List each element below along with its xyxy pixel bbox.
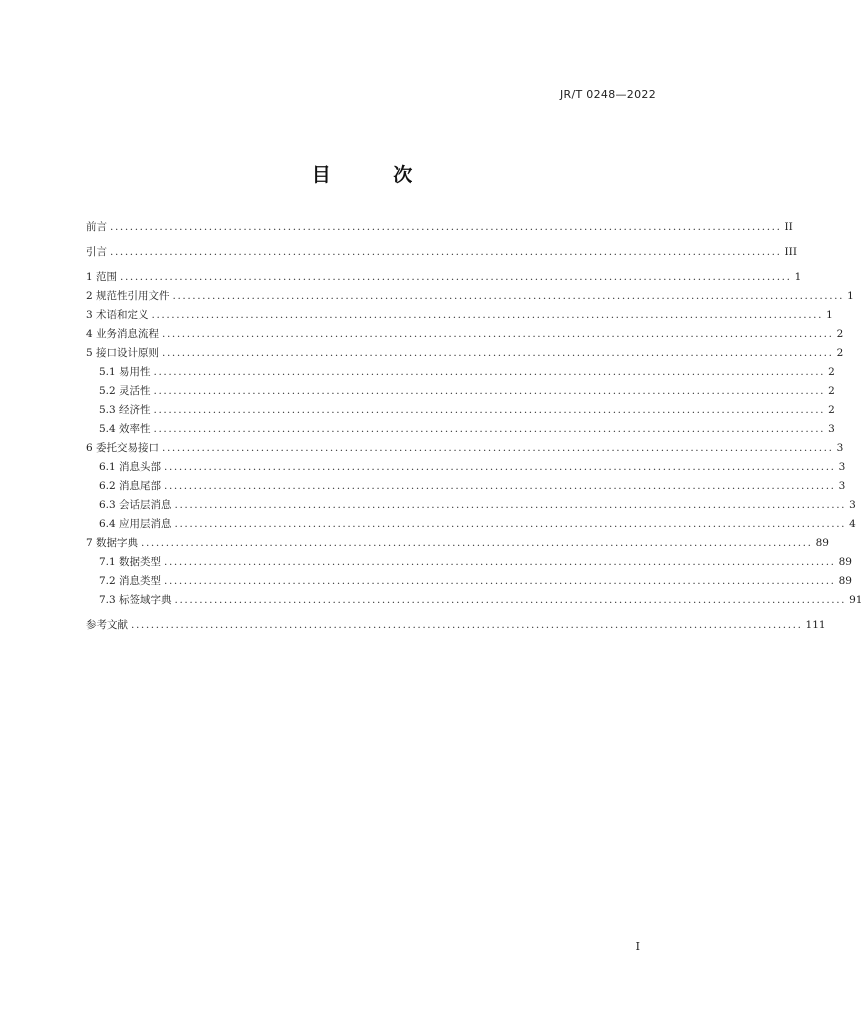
toc-entry-text: 6.4 应用层消息 bbox=[99, 518, 172, 530]
dot-leader: ........................................................................................................................................ bbox=[120, 271, 792, 283]
toc-entry-text: 前言 bbox=[86, 221, 107, 233]
dot-leader: ........................................................................................................................................ bbox=[151, 309, 824, 321]
toc-entry-5-1[interactable] bbox=[86, 363, 835, 382]
toc-entry-data-dictionary[interactable] bbox=[86, 534, 829, 553]
toc-entry-page: 2 bbox=[828, 404, 835, 416]
toc-entry-6-3[interactable] bbox=[86, 496, 856, 515]
dot-leader: ........................................................................................................................................ bbox=[174, 499, 847, 511]
dot-leader: ........................................................................................................................................ bbox=[164, 461, 836, 473]
toc-entry-page: 2 bbox=[836, 347, 844, 359]
toc-entry-bibliography[interactable] bbox=[86, 616, 826, 635]
toc-entry-text: 5 接口设计原则 bbox=[86, 347, 160, 359]
page-title: 目 次 bbox=[311, 164, 441, 186]
dot-leader: ........................................................................................................................................ bbox=[110, 246, 782, 258]
toc-entry-page: 1 bbox=[847, 290, 854, 302]
table-of-contents bbox=[86, 218, 862, 635]
toc-entry-5-4[interactable] bbox=[86, 420, 835, 439]
dot-leader: ........................................................................................................................................ bbox=[162, 328, 834, 340]
toc-entry-7-2[interactable] bbox=[86, 572, 852, 591]
toc-entry-page: 2 bbox=[828, 385, 835, 397]
dot-leader: ........................................................................................................................................ bbox=[164, 575, 836, 587]
toc-entry-text: 6.1 消息头部 bbox=[99, 461, 162, 473]
toc-entry-text: 7.2 消息类型 bbox=[99, 575, 162, 587]
toc-entry-page: 1 bbox=[826, 309, 833, 321]
dot-leader: ........................................................................................................................................ bbox=[162, 442, 834, 454]
toc-entry-page: 3 bbox=[836, 442, 844, 454]
dot-leader: ........................................................................................................................................ bbox=[153, 366, 826, 378]
toc-entry-page: III bbox=[784, 246, 797, 258]
toc-entry-text: 7 数据字典 bbox=[86, 537, 139, 549]
toc-entry-scope[interactable] bbox=[86, 268, 802, 287]
dot-leader: ........................................................................................................................................ bbox=[153, 404, 826, 416]
toc-entry-page: 3 bbox=[838, 480, 846, 492]
toc-entry-page: II bbox=[784, 221, 793, 233]
toc-entry-5-3[interactable] bbox=[86, 401, 835, 420]
document-code: JR/T 0248—2022 bbox=[560, 88, 656, 101]
toc-entry-text: 7.3 标签域字典 bbox=[99, 594, 172, 606]
toc-entry-page: 89 bbox=[838, 575, 852, 587]
toc-entry-text: 5.3 经济性 bbox=[99, 404, 151, 416]
toc-entry-page: 2 bbox=[828, 366, 835, 378]
toc-entry-page: 1 bbox=[794, 271, 802, 283]
toc-entry-text: 3 术语和定义 bbox=[86, 309, 149, 321]
page-number: I bbox=[635, 940, 640, 953]
toc-entry-business-message-flow[interactable] bbox=[86, 325, 844, 344]
toc-entry-7-1[interactable] bbox=[86, 553, 852, 572]
dot-leader: ........................................................................................................................................ bbox=[162, 347, 834, 359]
toc-entry-page: 3 bbox=[828, 423, 835, 435]
toc-entry-text: 5.1 易用性 bbox=[99, 366, 151, 378]
toc-entry-text: 参考文献 bbox=[86, 619, 128, 631]
dot-leader: ........................................................................................................................................ bbox=[131, 619, 803, 631]
dot-leader: ........................................................................................................................................ bbox=[164, 556, 836, 568]
toc-entry-interface-design-principles[interactable] bbox=[86, 344, 844, 363]
toc-entry-page: 89 bbox=[838, 556, 852, 568]
toc-entry-text: 5.2 灵活性 bbox=[99, 385, 151, 397]
toc-entry-text: 1 范围 bbox=[86, 271, 118, 283]
dot-leader: ........................................................................................................................................ bbox=[141, 537, 813, 549]
toc-entry-text: 6.3 会话层消息 bbox=[99, 499, 172, 511]
toc-entry-terms-definitions[interactable] bbox=[86, 306, 833, 325]
toc-entry-page: 89 bbox=[815, 537, 829, 549]
toc-entry-text: 2 规范性引用文件 bbox=[86, 290, 170, 302]
toc-entry-text: 5.4 效率性 bbox=[99, 423, 151, 435]
dot-leader: ........................................................................................................................................ bbox=[164, 480, 836, 492]
toc-entry-page: 3 bbox=[838, 461, 846, 473]
dot-leader: ........................................................................................................................................ bbox=[172, 290, 845, 302]
dot-leader: ........................................................................................................................................ bbox=[153, 423, 826, 435]
toc-entry-6-2[interactable] bbox=[86, 477, 846, 496]
toc-entry-text: 引言 bbox=[86, 246, 107, 258]
toc-entry-page: 4 bbox=[849, 518, 856, 530]
toc-entry-page: 111 bbox=[805, 619, 826, 631]
toc-entry-5-2[interactable] bbox=[86, 382, 835, 401]
toc-entry-text: 4 业务消息流程 bbox=[86, 328, 160, 340]
toc-entry-introduction[interactable] bbox=[86, 243, 797, 262]
toc-entry-trading-interface[interactable] bbox=[86, 439, 844, 458]
toc-entry-text: 6 委托交易接口 bbox=[86, 442, 160, 454]
toc-entry-page: 2 bbox=[836, 328, 844, 340]
dot-leader: ........................................................................................................................................ bbox=[110, 221, 782, 233]
dot-leader: ........................................................................................................................................ bbox=[174, 518, 847, 530]
toc-entry-page: 91 bbox=[849, 594, 862, 606]
toc-entry-7-3[interactable] bbox=[86, 591, 862, 610]
dot-leader: ........................................................................................................................................ bbox=[174, 594, 847, 606]
dot-leader: ........................................................................................................................................ bbox=[153, 385, 826, 397]
toc-entry-6-1[interactable] bbox=[86, 458, 846, 477]
toc-entry-normative-references[interactable] bbox=[86, 287, 854, 306]
toc-entry-text: 6.2 消息尾部 bbox=[99, 480, 162, 492]
toc-entry-text: 7.1 数据类型 bbox=[99, 556, 162, 568]
toc-entry-6-4[interactable] bbox=[86, 515, 856, 534]
toc-entry-page: 3 bbox=[849, 499, 856, 511]
toc-entry-foreword[interactable] bbox=[86, 218, 793, 237]
